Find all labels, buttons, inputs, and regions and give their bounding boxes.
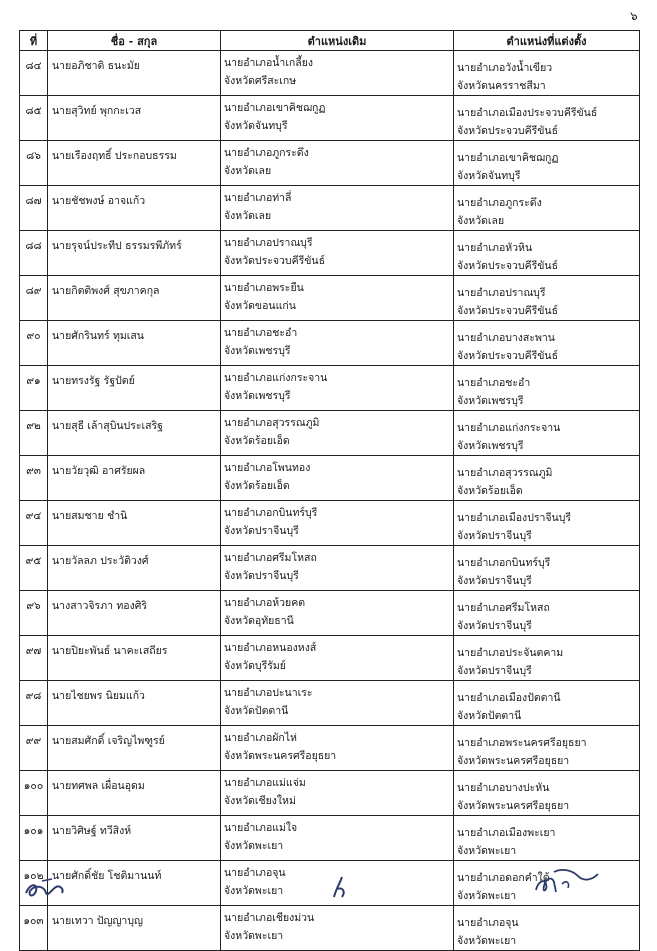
row-number: ๙๕ (20, 546, 48, 591)
person-name: นายสมชาย ชำนิ (48, 501, 221, 546)
appointment-table (19, 30, 640, 951)
old-position-province: จังหวัดอุทัยธานี (224, 615, 294, 627)
row-number: ๘๘ (20, 231, 48, 276)
old-position (221, 411, 454, 456)
row-number: ๙๗ (20, 636, 48, 681)
table-row (20, 906, 640, 951)
old-position-province: จังหวัดประจวบคีรีขันธ์ (224, 255, 326, 267)
old-position-title: นายอำเภอท่าลี่ (224, 192, 292, 204)
old-position (221, 321, 454, 366)
new-position (454, 591, 640, 636)
new-position-title: นายอำเภอประจันตคาม (457, 647, 564, 659)
old-position (221, 276, 454, 321)
row-number: ๙๖ (20, 591, 48, 636)
old-position (221, 501, 454, 546)
new-position (454, 456, 640, 501)
old-position-province: จังหวัดศรีสะเกษ (224, 75, 297, 87)
new-position-province: จังหวัดจันทบุรี (457, 170, 521, 182)
new-position-title: นายอำเภอหัวหิน (457, 242, 533, 254)
old-position (221, 51, 454, 96)
table-row (20, 231, 640, 276)
old-position-province: จังหวัดพะเยา (224, 930, 284, 942)
new-position-province: จังหวัดพะเยา (457, 845, 517, 857)
new-position-title: นายอำเภอบางสะพาน (457, 332, 555, 344)
old-position-title: นายอำเภอหนองหงส์ (224, 642, 317, 654)
new-position-title: นายอำเภอพระนครศรีอยุธยา (457, 737, 587, 749)
new-position-province: จังหวัดปัตตานี (457, 710, 522, 722)
new-position (454, 366, 640, 411)
new-position-province: จังหวัดเลย (457, 215, 505, 227)
new-position-title: นายอำเภอภูกระดึง (457, 197, 542, 209)
new-position-province: จังหวัดประจวบคีรีขันธ์ (457, 305, 559, 317)
person-name: นายวัยวุฒิ อาศรัยผล (48, 456, 221, 501)
new-position (454, 96, 640, 141)
new-position-title: นายอำเภอเมืองปัตตานี (457, 692, 561, 704)
new-position (454, 726, 640, 771)
new-position-province: จังหวัดนครราชสีมา (457, 80, 546, 92)
person-name: นายไชยพร นิยมแก้ว (48, 681, 221, 726)
old-position-title: นายอำเภอปะนาเระ (224, 687, 313, 699)
table-row (20, 186, 640, 231)
table-row (20, 816, 640, 861)
new-position-province: จังหวัดพะเยา (457, 935, 517, 947)
old-position-title: นายอำเภอผักไห่ (224, 732, 297, 744)
row-number: ๘๗ (20, 186, 48, 231)
person-name: นายชัชพงษ์ อาจแก้ว (48, 186, 221, 231)
new-position-province: จังหวัดพะเยา (457, 890, 517, 902)
signature-right (532, 864, 602, 900)
old-position (221, 456, 454, 501)
row-number: ๑๐๐ (20, 771, 48, 816)
old-position-province: จังหวัดปราจีนบุรี (224, 570, 299, 582)
new-position (454, 681, 640, 726)
old-position-province: จังหวัดเพชรบุรี (224, 390, 291, 402)
new-position (454, 321, 640, 366)
new-position (454, 636, 640, 681)
new-position-province: จังหวัดพระนครศรีอยุธยา (457, 800, 570, 812)
new-position-title: นายอำเภอเมืองพะเยา (457, 827, 556, 839)
old-position (221, 231, 454, 276)
header-no: ที่ (20, 31, 48, 51)
table-row (20, 591, 640, 636)
old-position-province: จังหวัดปัตตานี (224, 705, 289, 717)
old-position-title: นายอำเภอจุน (224, 867, 286, 879)
old-position-province: จังหวัดร้อยเอ็ด (224, 480, 290, 492)
new-position-province: จังหวัดพระนครศรีอยุธยา (457, 755, 570, 767)
table-row (20, 276, 640, 321)
new-position-title: นายอำเภอกบินทร์บุรี (457, 557, 551, 569)
row-number: ๑๐๑ (20, 816, 48, 861)
person-name: นายสุธี เล้าสุบินประเสริฐ (48, 411, 221, 456)
row-number: ๑๐๒ (20, 861, 48, 906)
person-name: นายอภิชาติ ธนะมัย (48, 51, 221, 96)
old-position-title: นายอำเภอเชียงม่วน (224, 912, 315, 924)
new-position-title: นายอำเภอวังน้ำเขียว (457, 62, 553, 74)
old-position-title: นายอำเภอน้ำเกลี้ยง (224, 57, 313, 69)
signature-middle (328, 873, 352, 903)
new-position-title: นายอำเภอบางปะหัน (457, 782, 550, 794)
old-position-title: นายอำเภอสุวรรณภูมิ (224, 417, 320, 429)
old-position-province: จังหวัดปราจีนบุรี (224, 525, 299, 537)
old-position-title: นายอำเภอแม่ใจ (224, 822, 298, 834)
row-number: ๘๔ (20, 51, 48, 96)
old-position-province: จังหวัดพะเยา (224, 885, 284, 897)
new-position-province: จังหวัดเพชรบุรี (457, 395, 524, 407)
old-position (221, 636, 454, 681)
old-position (221, 681, 454, 726)
row-number: ๙๘ (20, 681, 48, 726)
new-position-province: จังหวัดประจวบคีรีขันธ์ (457, 260, 559, 272)
signature-left (22, 875, 68, 903)
page-number: ๖ (630, 9, 638, 23)
table-row (20, 96, 640, 141)
person-name: นายทศพล เผื่อนอุดม (48, 771, 221, 816)
new-position-province: จังหวัดประจวบคีรีขันธ์ (457, 125, 559, 137)
new-position (454, 906, 640, 951)
table-row (20, 546, 640, 591)
person-name: นางสาวจิรภา ทองศิริ (48, 591, 221, 636)
old-position (221, 906, 454, 951)
table-row (20, 681, 640, 726)
row-number: ๙๒ (20, 411, 48, 456)
old-position-province: จังหวัดเชียงใหม่ (224, 795, 296, 807)
person-name: นายสมศักดิ์ เจริญไพฑูรย์ (48, 726, 221, 771)
new-position-title: นายอำเภอชะอำ (457, 377, 531, 389)
old-position-province: จังหวัดเลย (224, 165, 272, 177)
new-position (454, 276, 640, 321)
row-number: ๙๐ (20, 321, 48, 366)
header-name: ชื่อ - สกุล (48, 31, 221, 51)
old-position (221, 816, 454, 861)
old-position-title: นายอำเภอพระยืน (224, 282, 304, 294)
row-number: ๙๔ (20, 501, 48, 546)
new-position (454, 231, 640, 276)
old-position (221, 141, 454, 186)
header-new-position: ตำแหน่งที่แต่งตั้ง (454, 31, 640, 51)
new-position-province: จังหวัดปราจีนบุรี (457, 530, 532, 542)
row-number: ๙๑ (20, 366, 48, 411)
new-position-title: นายอำเภอจุน (457, 917, 519, 929)
new-position (454, 411, 640, 456)
person-name: นายสุวิทย์ พุกกะเวส (48, 96, 221, 141)
table-header-row (20, 31, 640, 51)
person-name: นายกิตติพงศ์ สุขภาคกุล (48, 276, 221, 321)
row-number: ๘๙ (20, 276, 48, 321)
new-position-title: นายอำเภอเขาคิชฌกูฏ (457, 152, 559, 164)
old-position-province: จังหวัดพระนครศรีอยุธยา (224, 750, 337, 762)
old-position (221, 591, 454, 636)
old-position (221, 366, 454, 411)
person-name: นายวัลลภ ประวัติวงศ์ (48, 546, 221, 591)
table-row (20, 321, 640, 366)
table-row (20, 51, 640, 96)
new-position (454, 546, 640, 591)
old-position-province: จังหวัดเลย (224, 210, 272, 222)
new-position-title: นายอำเภอศรีมโหสถ (457, 602, 550, 614)
new-position (454, 816, 640, 861)
table-row (20, 411, 640, 456)
old-position-province: จังหวัดพะเยา (224, 840, 284, 852)
header-old-position: ตำแหน่งเดิม (221, 31, 454, 51)
row-number: ๙๙ (20, 726, 48, 771)
new-position-title: นายอำเภอเมืองประจวบคีรีขันธ์ (457, 107, 598, 119)
table-row (20, 366, 640, 411)
new-position-province: จังหวัดปราจีนบุรี (457, 665, 532, 677)
old-position-province: จังหวัดบุรีรัมย์ (224, 660, 286, 672)
person-name: นายศักรินทร์ ทุมเสน (48, 321, 221, 366)
new-position-province: จังหวัดประจวบคีรีขันธ์ (457, 350, 559, 362)
new-position-title: นายอำเภอปราณบุรี (457, 287, 546, 299)
row-number: ๙๓ (20, 456, 48, 501)
row-number: ๘๕ (20, 96, 48, 141)
table-row (20, 726, 640, 771)
old-position (221, 186, 454, 231)
new-position-title: นายอำเภอแก่งกระจาน (457, 422, 561, 434)
old-position-province: จังหวัดเพชรบุรี (224, 345, 291, 357)
person-name: นายเรืองฤทธิ์ ประกอบธรรม (48, 141, 221, 186)
old-position (221, 726, 454, 771)
new-position-province: จังหวัดร้อยเอ็ด (457, 485, 523, 497)
old-position-title: นายอำเภอปราณบุรี (224, 237, 313, 249)
old-position-province: จังหวัดร้อยเอ็ด (224, 435, 290, 447)
new-position (454, 186, 640, 231)
person-name: นายปิยะพันธ์ นาคะเสถียร (48, 636, 221, 681)
old-position-province: จังหวัดขอนแก่น (224, 300, 296, 312)
person-name: นายวิศิษฐ์ ทวีสิงห์ (48, 816, 221, 861)
new-position-province: จังหวัดปราจีนบุรี (457, 575, 532, 587)
person-name: นายรุจน์ประทีป ธรรมรพีภัทร์ (48, 231, 221, 276)
old-position-title: นายอำเภอศรีมโหสถ (224, 552, 317, 564)
old-position-province: จังหวัดจันทบุรี (224, 120, 288, 132)
old-position-title: นายอำเภอชะอำ (224, 327, 298, 339)
new-position (454, 501, 640, 546)
old-position-title: นายอำเภอภูกระดึง (224, 147, 309, 159)
table-row (20, 771, 640, 816)
new-position-title: นายอำเภอเมืองปราจีนบุรี (457, 512, 572, 524)
old-position-title: นายอำเภอโพนทอง (224, 462, 311, 474)
new-position (454, 771, 640, 816)
old-position (221, 771, 454, 816)
old-position (221, 546, 454, 591)
table-row (20, 456, 640, 501)
old-position-title: นายอำเภอแม่แจ่ม (224, 777, 306, 789)
new-position-title: นายอำเภอสุวรรณภูมิ (457, 467, 553, 479)
new-position-province: จังหวัดเพชรบุรี (457, 440, 524, 452)
table-row (20, 501, 640, 546)
table-row (20, 141, 640, 186)
new-position-province: จังหวัดปราจีนบุรี (457, 620, 532, 632)
person-name: นายศักดิ์ชัย โชติมานนท์ (48, 861, 221, 906)
old-position (221, 96, 454, 141)
row-number: ๑๐๓ (20, 906, 48, 951)
person-name: นายทรงรัฐ รัฐปัตย์ (48, 366, 221, 411)
new-position-title: นายอำเภอดอกคำใต้ (457, 872, 550, 884)
old-position-title: นายอำเภอแก่งกระจาน (224, 372, 328, 384)
person-name: นายเทวา ปัญญาบุญ (48, 906, 221, 951)
new-position (454, 141, 640, 186)
old-position-title: นายอำเภอห้วยคต (224, 597, 306, 609)
old-position-title: นายอำเภอเขาคิชฌกูฏ (224, 102, 326, 114)
new-position (454, 51, 640, 96)
row-number: ๘๖ (20, 141, 48, 186)
old-position-title: นายอำเภอกบินทร์บุรี (224, 507, 318, 519)
table-row (20, 636, 640, 681)
